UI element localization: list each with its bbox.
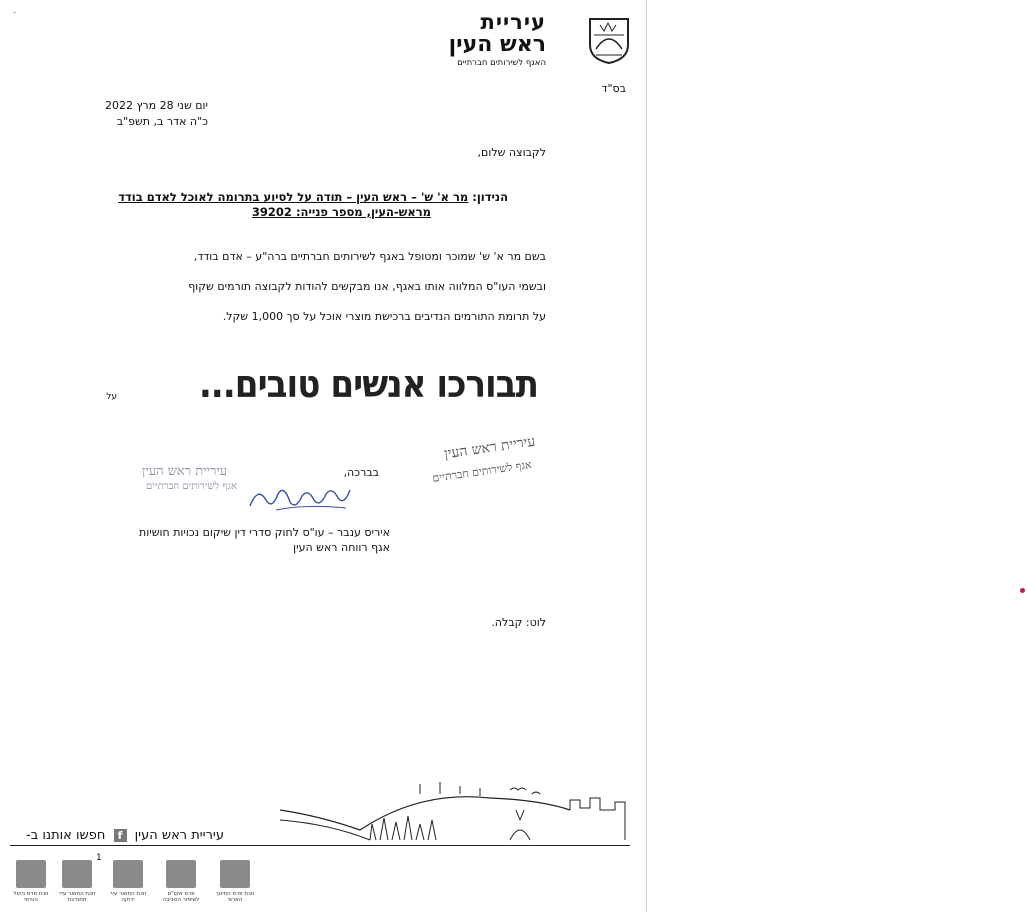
greeting: לקבוצה שלום, [477,146,546,159]
date-gregorian: יום שני 28 מרץ 2022 [104,99,208,112]
blessing-title: תבורכו אנשים טובים... [198,362,538,406]
award-label-1: זוכת פרס ניהול הנדסי [13,891,49,903]
award-recycle-icon [113,860,143,888]
subject-prefix: הנידון: [472,190,508,204]
footer-divider [10,845,630,846]
award-hands-icon [62,860,92,888]
enclosure-note: לוט: קבלה. [491,616,546,629]
subject-line1 [118,190,508,204]
corner-mark: ˊ [12,12,17,22]
body-paragraph-2: ובשמי העו"ס המלווה אותו באגף, אנו מבקשים להודות לקבוצה תורמים שקוף [188,280,546,293]
body-paragraph-3: על תרומת התורמים הנדיבים ברכישת מוצרי אוכל על סך 1,000 שקל. [222,310,546,323]
award-label-4: פרס אקו"ם לשימור הסביבה [162,891,200,903]
footer-find-us [26,828,224,843]
award-ear-icon [166,860,196,888]
facebook-icon[interactable]: f [114,829,127,842]
bsd-mark: בס"ד [601,82,626,95]
body-paragraph-1: בשם מר א' ש' שמוכר ומטופל באגף לשירותים חברתיים ברה"ע – אדם בודד, [193,250,546,263]
stamp-right-line2: אגף לשירותים חברתיים [431,458,533,485]
award-label-3: זוכת התואר עיר ירוקה [109,891,147,903]
stamp-left-line1: עיריית ראש העין [142,464,228,479]
award-book-icon [220,860,250,888]
date-hebrew: כ"ה אדר ב, תשפ"ב [116,115,208,128]
letterhead-city-name: ראש העין [448,32,546,57]
handwritten-signature [246,480,356,516]
subject-title: מר א' ש' – ראש העין – תודה על לסיוע בתרומה לאוכל לאדם בודד [118,190,469,204]
award-label-5: זוכת פרס החינוך הארצי [215,891,255,903]
award-org-chart-icon [16,860,46,888]
pink-dot-marker [1020,588,1025,593]
city-landscape-illustration [280,780,630,846]
signer-title: איריס ענבר – עו"ס לחוק סדרי דין שיקום נכויות חושיות [139,526,390,539]
stamp-right-line1: עיריית ראש העין [443,433,537,463]
letterhead-line1: עיריית [480,10,546,34]
award-label-2: זוכת התואר עיר מתנדבת [58,891,96,903]
letterhead-department: האגף לשירותים חברתיים [457,58,546,68]
subject-line2: מראש-העין, מספר פנייה: 39202 [251,205,431,219]
city-emblem-icon [586,15,632,65]
page-number: 1 [96,853,102,863]
signer-department: אגף רווחה ראש העין [293,541,390,554]
footer-find-us-label: חפשו אותנו ב- [26,828,106,843]
footer-city-name: עיריית ראש העין [134,828,224,843]
closing: בברכה, [343,466,379,479]
stamp-left-line2: אגף לשירותים חברתיים [146,481,237,492]
blessing-small-text: על [106,392,117,402]
